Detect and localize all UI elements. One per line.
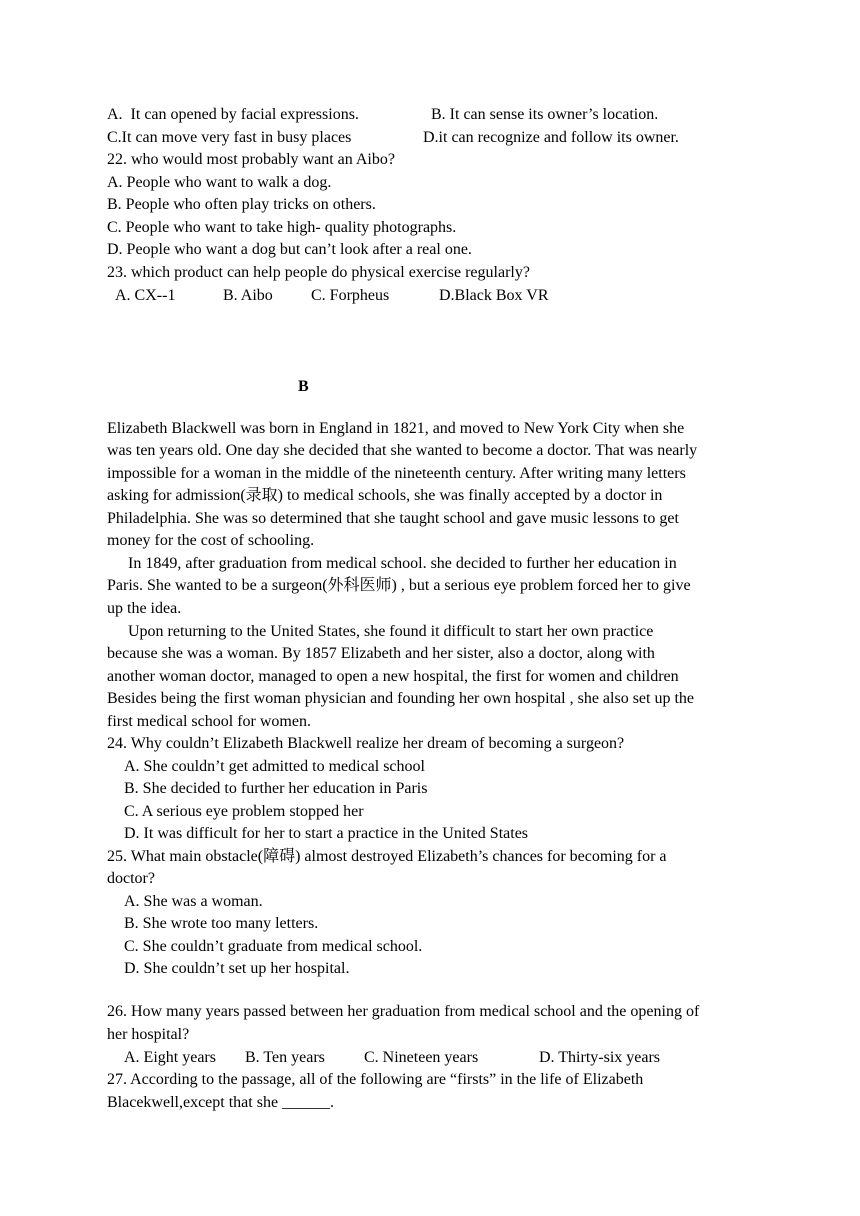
q22-option-d: D. People who want a dog but can’t look after a real one. [107,241,472,258]
q24-option-c: C. A serious eye problem stopped her [124,803,364,820]
q23-option-c: C. Forpheus [311,287,390,304]
q26-option-a: A. Eight years [124,1049,216,1066]
q25-question: 25. What main obstacle(障碍) almost destroyed Elizabeth’s chances for becoming for a [107,848,667,865]
q26-question-cont: her hospital? [107,1026,190,1043]
passage-line: another woman doctor, managed to open a new hospital, the first for women and children [107,668,679,685]
passage-line: was ten years old. One day she decided that she wanted to become a doctor. That was nearly [107,442,698,459]
passage-line: In 1849, after graduation from medical school. she decided to further her education in [128,555,677,572]
passage-line: money for the cost of schooling. [107,532,315,549]
passage-line: Philadelphia. She was so determined that she taught school and gave music lessons to get [107,510,679,527]
q27-question-cont: Blacekwell,except that she ______. [107,1094,335,1111]
q24-question: 24. Why couldn’t Elizabeth Blackwell realize her dream of becoming a surgeon? [107,735,625,752]
passage-line: asking for admission(录取) to medical schools, she was finally accepted by a doctor in [107,487,663,504]
passage-line: Elizabeth Blackwell was born in England in 1821, and moved to New York City when she [107,420,685,437]
section-heading: B [298,378,309,395]
q21-option-d: D.it can recognize and follow its owner. [423,129,679,146]
q25-option-d: D. She couldn’t set up her hospital. [124,960,350,977]
q24-option-d: D. It was difficult for her to start a practice in the United States [124,825,529,842]
q23-question: 23. which product can help people do physical exercise regularly? [107,264,530,281]
q22-option-b: B. People who often play tricks on others. [107,196,376,213]
q26-question: 26. How many years passed between her graduation from medical school and the opening of [107,1003,700,1020]
q24-option-a: A. She couldn’t get admitted to medical school [124,758,425,775]
q23-option-d: D.Black Box VR [439,287,549,304]
q26-option-c: C. Nineteen years [364,1049,479,1066]
q23-option-b: B. Aibo [223,287,273,304]
q22-question: 22. who would most probably want an Aibo? [107,151,395,168]
q24-option-b: B. She decided to further her education in Paris [124,780,428,797]
q26-option-d: D. Thirty-six years [539,1049,661,1066]
q22-option-a: A. People who want to walk a dog. [107,174,332,191]
q25-option-b: B. She wrote too many letters. [124,915,319,932]
passage-line: Paris. She wanted to be a surgeon(外科医师) , but a serious eye problem forced her to give [107,577,691,594]
passage-line: first medical school for women. [107,713,311,730]
q25-option-c: C. She couldn’t graduate from medical school. [124,938,423,955]
passage-line: because she was a woman. By 1857 Elizabeth and her sister, also a doctor, along with [107,645,655,662]
q21-option-c: C.It can move very fast in busy places [107,129,352,146]
passage-line: impossible for a woman in the middle of the nineteenth century. After writing many letters [107,465,686,482]
q25-question-cont: doctor? [107,870,155,887]
passage-line: Besides being the first woman physician and founding her own hospital , she also set up the [107,690,695,707]
q26-option-b: B. Ten years [245,1049,325,1066]
q23-option-a: A. CX--1 [115,287,176,304]
passage-line: Upon returning to the United States, she found it difficult to start her own practice [128,623,654,640]
q21-option-b: B. It can sense its owner’s location. [431,106,659,123]
q21-option-a: A. It can opened by facial expressions. [107,106,359,123]
q27-question: 27. According to the passage, all of the following are “firsts” in the life of Elizabeth [107,1071,644,1088]
q25-option-a: A. She was a woman. [124,893,263,910]
q22-option-c: C. People who want to take high- quality photographs. [107,219,457,236]
passage-line: up the idea. [107,600,182,617]
